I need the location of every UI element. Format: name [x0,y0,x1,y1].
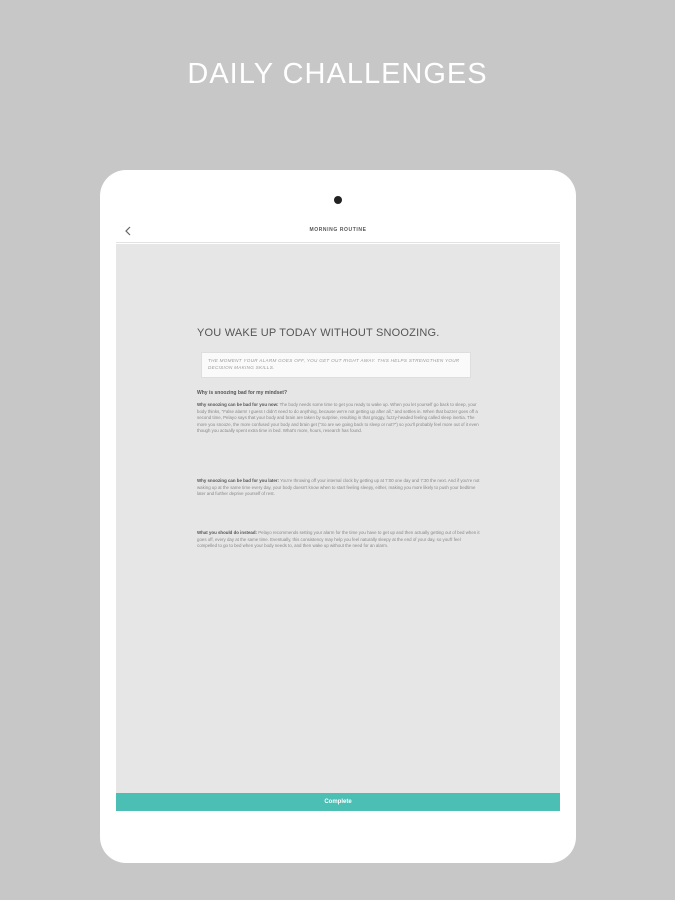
tablet-frame [100,170,576,863]
paragraph-body: Pelayo recommends setting your alarm for the time you have to get up and then actually getting out of bed when it goes off, every day at the same time. Eventually, this consistency may help you feel naturally sleepy at the end of your day, so you'll feel compelled to go to bed when your body needs to, and then wake up without the need for an alarm. [197,530,480,549]
complete-button[interactable]: Complete [116,793,560,811]
paragraph-instead [197,530,480,550]
top-bar [116,220,560,243]
challenge-title: YOU WAKE UP TODAY WITHOUT SNOOZING. [197,327,440,339]
why-heading: Why is snoozing bad for my mindset? [197,390,288,396]
paragraph-later [197,478,480,498]
paragraph-body: The body needs some time to get you ready to wake up. When you let yourself go back to sleep, your body thinks, "False alarm! I guess I didn't need to do anything, because we're not getting up after all," and settles in. When that buzzer goes off a second time, Pelayo says that your body and brain are taken by surprise, resulting in that groggy, fuzzy-headed feeling called sleep inertia. The more you snooze, the more confused your body and brain get ("So are we going back to sleep or not?") so you'll probably feel more out of it even though you actually spent extra time in bed. What's more, hours, research has found. [197,402,479,434]
challenge-quote: THE MOMENT YOUR ALARM GOES OFF, YOU GET OUT RIGHT AWAY. THIS HELPS STRENGTHEN YOUR DECISION MAKING SKILLS. [201,352,471,378]
camera-dot [334,196,342,204]
paragraph-now [197,402,480,435]
promo-title: DAILY CHALLENGES [187,58,488,90]
paragraph-lead: Why snoozing can be bad for you now: [197,402,279,407]
paragraph-lead: Why snoozing can be bad for you later: [197,478,279,483]
challenge-content [116,244,560,793]
app-screen [116,220,560,811]
page-title: MORNING ROUTINE [309,227,367,233]
paragraph-body: You're throwing off your internal clock by getting up at 7:00 one day and 7:30 the next. And if you're not waking up at the same time every day, your body doesn't know when to start feeling sleepy, either, making you more likely to push your bedtime later and further deprive yourself of rest. [197,478,480,497]
paragraph-lead: What you should do instead: [197,530,258,535]
